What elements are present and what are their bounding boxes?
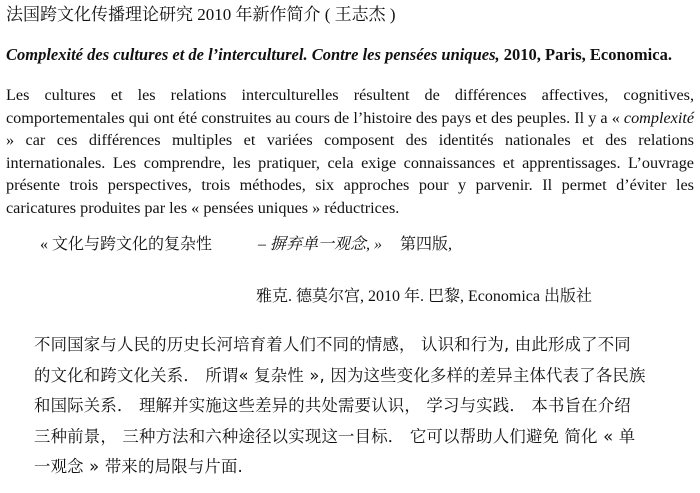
french-summary-paragraph (6, 84, 694, 220)
chinese-summary-line: 不同国家与人民的历史长河培育着人们不同的情感， 认识和行为, 由此形成了不同 (34, 335, 631, 354)
chinese-summary-paragraph (34, 330, 662, 483)
chinese-book-edition: 第四版, (400, 236, 453, 253)
french-summary-italic-word: complexité (623, 108, 694, 127)
french-summary-part1: Les cultures et les relations interculturelles résultent de différences affectives, cognitives, comportementales qui ont été construites au cours de l’histoire des pays et des peuples. Il y a « (6, 86, 694, 127)
french-summary-part2: » car ces différences multiples et variées composent des identités nationales et des relations internationales. Les comprendre, les pratiquer, cela exige connaissances et apprentissages. L’ouvrage présente trois perspectives, trois méthodes, six approches pour y parvenir. Il permet d’éviter les caricatures produites par les « pensées uniques » réductrices. (6, 131, 694, 217)
chinese-summary-line: 的文化和跨文化关系． 所谓« 复杂性 », 因为这些变化多样的差异主体代表了各民族 (34, 365, 646, 385)
page-heading: 法国跨文化传播理论研究 2010 年新作简介 ( 王志杰 ) (6, 5, 396, 24)
chinese-summary-line: 一观念 » 带来的局限与片面. (34, 457, 243, 477)
chinese-publisher-line: 雅克. 德莫尔宫, 2010 年. 巴黎, Economica 出版社 (256, 288, 592, 305)
chinese-summary-line: 和国际关系． 理解并实施这些差异的共处需要认识， 学习与实践． 本书旨在介绍 (34, 396, 631, 416)
book-title: Complexité des cultures et de l’interculturel. Contre les pensées uniques, (6, 45, 500, 64)
chinese-summary-line: 三种前景， 三种方法和六种途径以实现这一目标． 它可以帮助人们避免 简化 « 单 (34, 426, 636, 446)
book-citation (6, 44, 696, 66)
chinese-book-title-part2: – 摒弃单一观念, » (258, 236, 383, 253)
publication-details: 2010, Paris, Economica. (499, 45, 672, 64)
chinese-book-title-part1: « 文化与跨文化的复杂性 (40, 236, 213, 253)
